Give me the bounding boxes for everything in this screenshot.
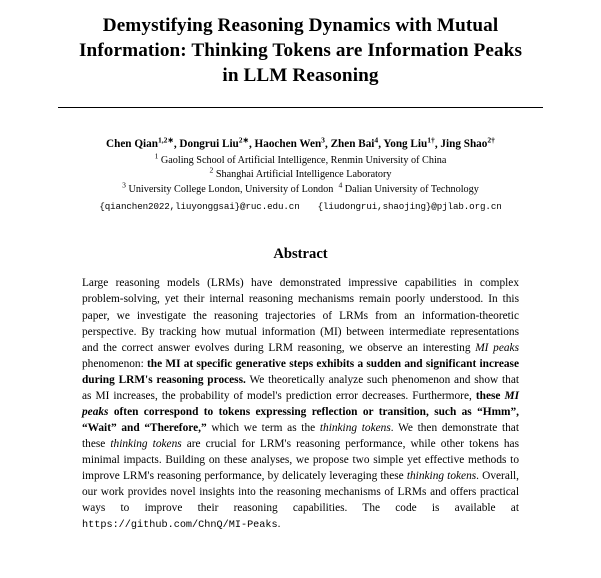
author-separator: , bbox=[248, 137, 255, 150]
title-line-3: in LLM Reasoning bbox=[222, 64, 379, 86]
affiliation-marker: 3 bbox=[122, 180, 126, 190]
author-name: Zhen Bai bbox=[330, 137, 375, 150]
author-separator: , bbox=[173, 137, 180, 150]
abstract-text: Large reasoning models (LRMs) have demonstrated impressive capabilities in complex problem-solving, yet their internal reasoning mechanisms remain poorly understood. In this paper, we investigate the reasoning trajectories of LRMs from an information-theoretic perspective. By tracking how mutual information (MI) between intermediate representations and the correct answer evolves during LRM reasoning, we observe an interesting MI peaks phenomenon: the MI at specific generative steps exhibits a sudden and significant increase during LRM's reasoning process. We theoretically analyze such phenomenon and show that as MI increases, the probability of model's prediction error decreases. Furthermore, these MI peaks often correspond to tokens expressing reflection or transition, such as “Hmm”, “Wait” and “Therefore,” which we term as the thinking tokens. We then demonstrate that these thinking tokens are crucial for LRM's reasoning performance, while other tokens has minimal impacts. Building on these analyses, we propose two simple yet effective methods to improve LRM's reasoning performance, by delicately leveraging these thinking tokens. Overall, our work provides novel insights into the reasoning mechanisms of LRMs and offers practical ways to improve their reasoning capabilities. The code is available at https://github.com/ChnQ/MI-Peaks. bbox=[82, 277, 520, 532]
affiliation-text: Dalian University of Technology bbox=[342, 183, 479, 195]
email-list bbox=[40, 201, 561, 212]
author-affiliation-marker: 1† bbox=[427, 135, 435, 145]
affiliation-marker: 2 bbox=[209, 166, 214, 176]
affiliation-list bbox=[40, 151, 561, 197]
page-title bbox=[40, 14, 561, 89]
author-separator: , bbox=[434, 137, 441, 150]
title-divider bbox=[58, 107, 543, 108]
author-affiliation-marker: 2† bbox=[487, 135, 495, 145]
author-affiliation-marker: 1,2∗ bbox=[157, 135, 174, 145]
affiliation-text: Gaoling School of Artificial Intelligence, Renmin University of China bbox=[158, 154, 447, 166]
author-name: Haochen Wen bbox=[254, 137, 322, 150]
author-affiliation-marker: 4 bbox=[374, 135, 379, 145]
email-group-1: {qianchen2022,liuyonggsai}@ruc.edu.cn bbox=[99, 201, 300, 213]
title-line-1: Demystifying Reasoning Dynamics with Mutual bbox=[102, 15, 499, 36]
affiliation-text: Shanghai Artificial Intelligence Laboratory bbox=[213, 169, 392, 181]
affiliation-row bbox=[40, 168, 561, 182]
author-name: Jing Shao bbox=[440, 137, 488, 150]
author-affiliation-marker: 3 bbox=[321, 135, 325, 145]
title-line-2: Information: Thinking Tokens are Information Peaks bbox=[78, 39, 523, 61]
abstract-heading: Abstract bbox=[273, 246, 328, 263]
affiliation-marker: 4 bbox=[338, 180, 343, 190]
affiliation-row bbox=[40, 151, 561, 168]
affiliation-marker: 1 bbox=[154, 151, 159, 161]
author-separator: , bbox=[378, 137, 384, 150]
affiliation-row bbox=[40, 180, 561, 197]
author-name: Yong Liu bbox=[383, 137, 428, 150]
email-group-2: {liudongrui,shaojing}@pjlab.org.cn bbox=[317, 201, 502, 213]
paper-page bbox=[0, 14, 601, 578]
author-affiliation-marker: 2∗ bbox=[238, 135, 249, 145]
author-separator: , bbox=[324, 137, 331, 150]
author-name: Dongrui Liu bbox=[179, 137, 239, 150]
author-list bbox=[40, 137, 561, 152]
author-name: Chen Qian bbox=[106, 137, 158, 150]
affiliation-text: University College London, University of London bbox=[125, 183, 334, 195]
